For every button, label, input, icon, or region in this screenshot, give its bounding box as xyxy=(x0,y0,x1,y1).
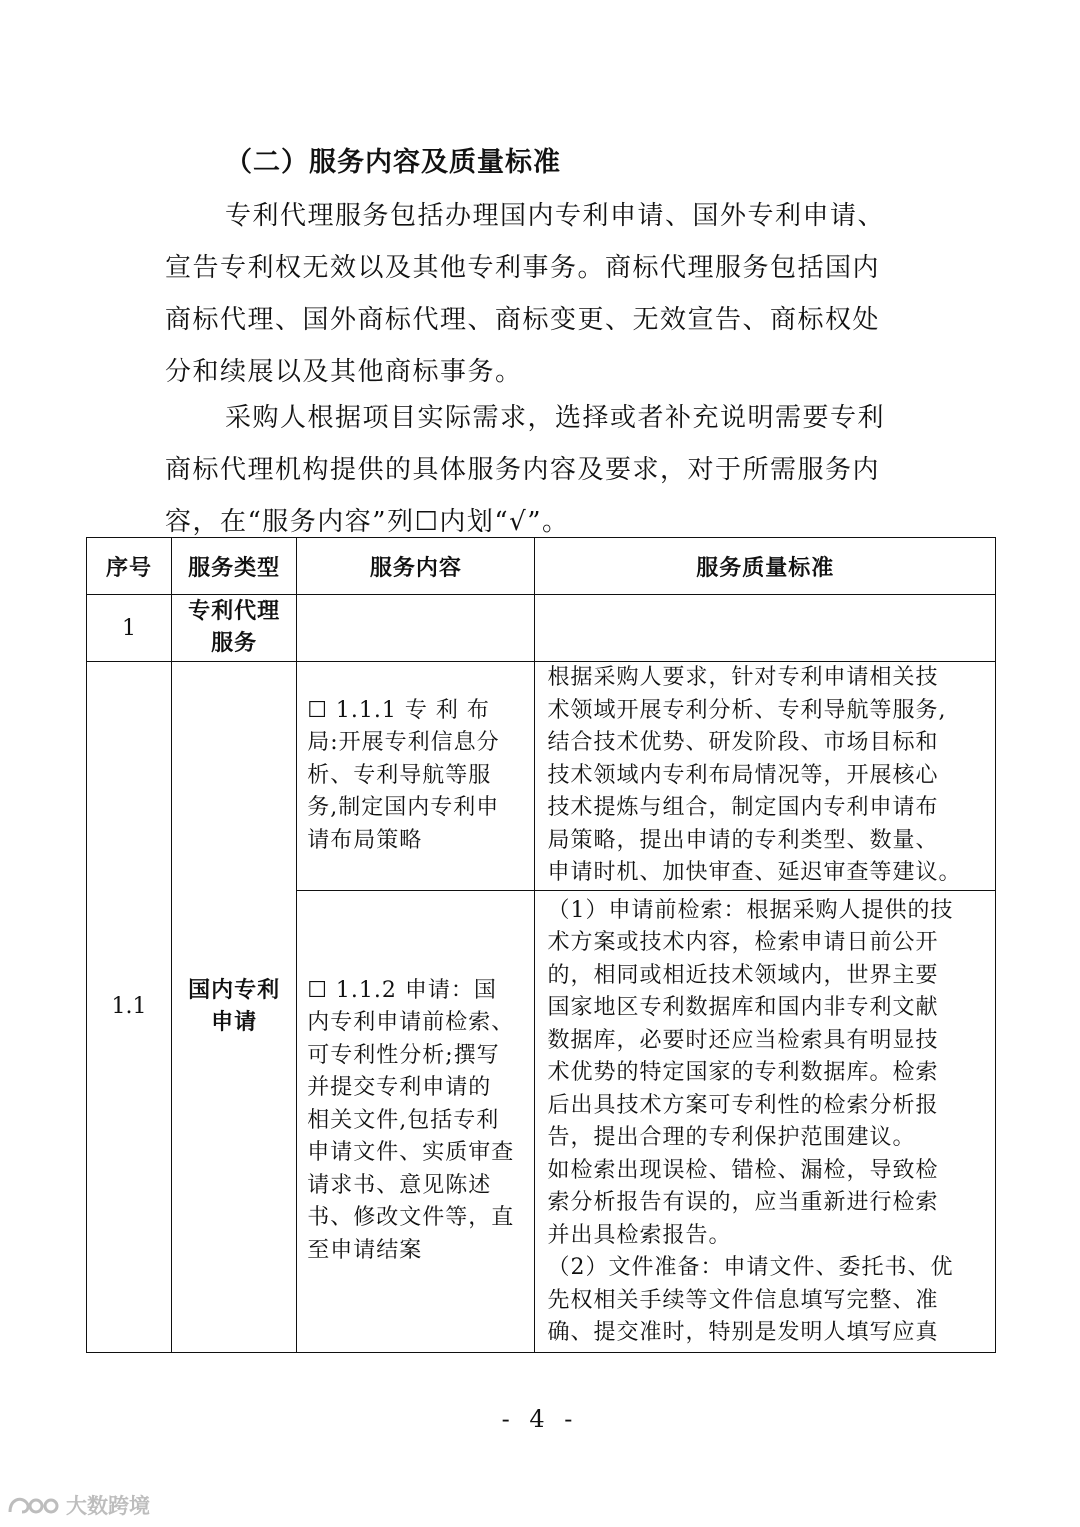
standard-line: 术优势的特定国家的专利数据库。检索 xyxy=(547,1060,939,1085)
watermark xyxy=(6,1490,150,1520)
content-line: 并提交专利申请的 xyxy=(307,1075,492,1101)
content-line: 局:开展专利信息分 xyxy=(307,730,500,755)
standard-line: 的，相同或相近技术领域内，世界主要 xyxy=(547,962,939,988)
page-number: - 4 - xyxy=(501,1405,579,1433)
content-line: 务,制定国内专利申 xyxy=(307,795,500,820)
content-line: 内专利申请前检索、 xyxy=(307,1010,515,1036)
content-line: 请布局策略 xyxy=(307,827,423,853)
row-no: 1 xyxy=(87,595,172,662)
watermark-logo-icon xyxy=(6,1492,62,1518)
content-line: 申请文件、实质审查 xyxy=(307,1140,515,1166)
standard-line: 确、提交准时，特别是发明人填写应真 xyxy=(547,1320,939,1345)
standard-line: 根据采购人要求，针对专利申请相关技 xyxy=(547,665,939,690)
row-type xyxy=(172,662,297,1353)
standard-item-1-1-1 xyxy=(535,662,996,891)
section-heading: （二）服务内容及质量标准 xyxy=(225,147,561,178)
paragraph-line: 商标代理机构提供的具体服务内容及要求，对于所需服务内 xyxy=(165,455,881,485)
standard-line: 术方案或技术内容，检索申请日前公开 xyxy=(547,930,939,955)
paragraph-line: 分和续展以及其他商标事务。 xyxy=(165,357,523,387)
content-line: 书、修改文件等，直 xyxy=(307,1205,515,1231)
content-item-1-1-2 xyxy=(297,890,535,1352)
table-row xyxy=(87,595,996,662)
watermark-text: 大数跨境 xyxy=(66,1494,150,1518)
standard-item-1-1-2 xyxy=(535,890,996,1352)
row-standard xyxy=(535,595,996,662)
standard-line: 告，提出合理的专利保护范围建议。 xyxy=(547,1125,916,1150)
table-row xyxy=(87,662,996,891)
standard-line: （2）文件准备：申请文件、委托书、优 xyxy=(547,1255,954,1280)
standard-line: （1）申请前检索：根据采购人提供的技 xyxy=(547,897,954,923)
standard-line: 技术提炼与组合，制定国内专利申请布 xyxy=(547,795,939,820)
service-table xyxy=(86,537,996,1353)
content-line: ☐ 1.1.1 专 利 布 xyxy=(307,697,490,723)
content-line: 析、专利导航等服 xyxy=(307,762,492,788)
type-line: 服务 xyxy=(211,631,258,656)
header-content: 服务内容 xyxy=(297,538,535,595)
standard-line: 先权相关手续等文件信息填写完整、准 xyxy=(547,1287,939,1313)
type-line: 申请 xyxy=(211,1009,258,1035)
row-no: 1.1 xyxy=(87,662,172,1353)
row-type xyxy=(172,595,297,662)
header-standard: 服务质量标准 xyxy=(535,538,996,595)
standard-line: 申请时机、加快审查、延迟审查等建议。 xyxy=(547,860,962,885)
content-item-1-1-1 xyxy=(297,662,535,891)
standard-line: 如检索出现误检、错检、漏检，导致检 xyxy=(547,1157,939,1183)
standard-line: 术领域开展专利分析、专利导航等服务, xyxy=(547,697,947,723)
standard-line: 并出具检索报告。 xyxy=(547,1222,732,1248)
type-line: 国内专利 xyxy=(188,977,281,1003)
content-line: 至申请结案 xyxy=(307,1237,423,1263)
table-header-row xyxy=(87,538,996,595)
paragraph-line: 宣告专利权无效以及其他专利事务。商标代理服务包括国内 xyxy=(165,253,881,283)
content-line: 可专利性分析;撰写 xyxy=(307,1042,500,1068)
paragraph-2 xyxy=(165,392,920,548)
standard-line: 后出具技术方案可专利性的检索分析报 xyxy=(547,1092,939,1118)
paragraph-line: 专利代理服务包括办理国内专利申请、国外专利申请、 xyxy=(225,201,886,231)
standard-line: 技术领域内专利布局情况等，开展核心 xyxy=(547,762,939,788)
paragraph-line: 采购人根据项目实际需求，选择或者补充说明需要专利 xyxy=(225,403,886,433)
row-content xyxy=(297,595,535,662)
content-line: 相关文件,包括专利 xyxy=(307,1107,500,1133)
standard-line: 局策略，提出申请的专利类型、数量、 xyxy=(547,827,939,853)
standard-line: 国家地区专利数据库和国内非专利文献 xyxy=(547,995,939,1020)
paragraph-line: 容，在“服务内容”列☐内划“√”。 xyxy=(165,507,570,537)
standard-line: 结合技术优势、研发阶段、市场目标和 xyxy=(547,730,939,755)
header-no: 序号 xyxy=(87,538,172,595)
content-line: 请求书、意见陈述 xyxy=(307,1172,492,1198)
paragraph-1 xyxy=(165,190,920,398)
standard-line: 数据库，必要时还应当检索具有明显技 xyxy=(547,1027,939,1053)
standard-line: 索分析报告有误的，应当重新进行检索 xyxy=(547,1190,939,1215)
header-type: 服务类型 xyxy=(172,538,297,595)
content-line: ☐ 1.1.2 申请：国 xyxy=(307,977,497,1003)
paragraph-line: 商标代理、国外商标代理、商标变更、无效宣告、商标权处 xyxy=(165,305,881,335)
type-line: 专利代理 xyxy=(188,599,281,624)
